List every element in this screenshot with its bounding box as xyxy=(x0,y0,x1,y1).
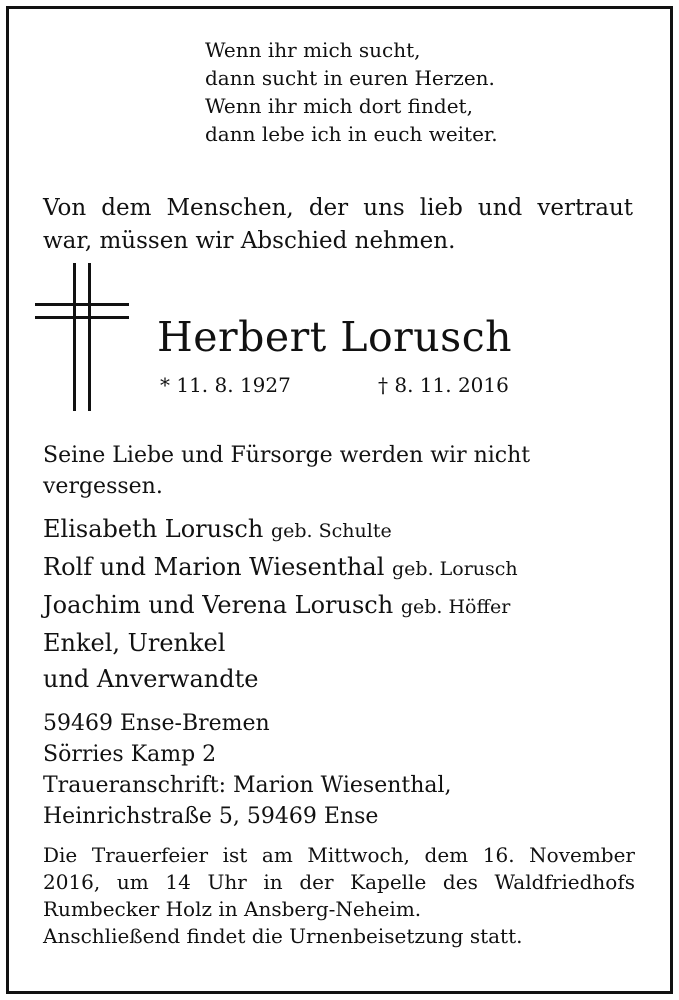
mourner-maiden-name: geb. Lorusch xyxy=(392,558,518,580)
poem-line: Wenn ihr mich dort findet, xyxy=(205,94,473,118)
mourner-name: Rolf und Marion Wiesenthal xyxy=(43,553,385,581)
address-line: 59469 Ense-Bremen xyxy=(43,711,270,736)
poem-line: dann sucht in euren Herzen. xyxy=(205,66,495,90)
cross-icon xyxy=(35,263,129,411)
address-block xyxy=(43,708,452,832)
address-line: Traueranschrift: Marion Wiesenthal, xyxy=(43,773,452,798)
mourner-maiden-name: geb. Schulte xyxy=(270,520,392,542)
mourners-list xyxy=(43,511,518,697)
service-notice xyxy=(43,842,635,950)
birth-date: * 11. 8. 1927 xyxy=(160,373,291,397)
mourner-row xyxy=(43,511,518,549)
mourner-row xyxy=(43,625,518,661)
service-text: Die Trauerfeier ist am Mittwoch, dem 16. November 2016, um 14 Uhr in der Kapelle des Waldfriedhofs Rumbecker Holz in Ansberg-Neheim. xyxy=(43,843,635,921)
mourner-row xyxy=(43,587,518,625)
poem-line: Wenn ihr mich sucht, xyxy=(205,38,421,62)
address-line: Heinrichstraße 5, 59469 Ense xyxy=(43,804,379,829)
death-date: † 8. 11. 2016 xyxy=(378,373,509,397)
mourner-row xyxy=(43,549,518,587)
poem-line: dann lebe ich in euch weiter. xyxy=(205,122,498,146)
poem xyxy=(205,36,498,148)
mourner-name: Elisabeth Lorusch xyxy=(43,515,264,543)
deceased-name: Herbert Lorusch xyxy=(157,313,513,361)
intro-text: Von dem Menschen, der uns lieb und vertraut war, müssen wir Abschied nehmen. xyxy=(43,195,633,254)
service-text-last: Anschließend findet die Urnenbeisetzung statt. xyxy=(43,924,523,948)
mourner-name: Joachim und Verena Lorusch xyxy=(43,591,394,619)
address-line: Sörries Kamp 2 xyxy=(43,742,217,767)
tribute-text: Seine Liebe und Fürsorge werden wir nicht vergessen. xyxy=(43,443,531,499)
mourner-maiden-name: geb. Höffer xyxy=(400,596,511,618)
mourner-name: und Anverwandte xyxy=(43,665,259,693)
mourner-row xyxy=(43,661,518,697)
mourner-name: Enkel, Urenkel xyxy=(43,629,226,657)
